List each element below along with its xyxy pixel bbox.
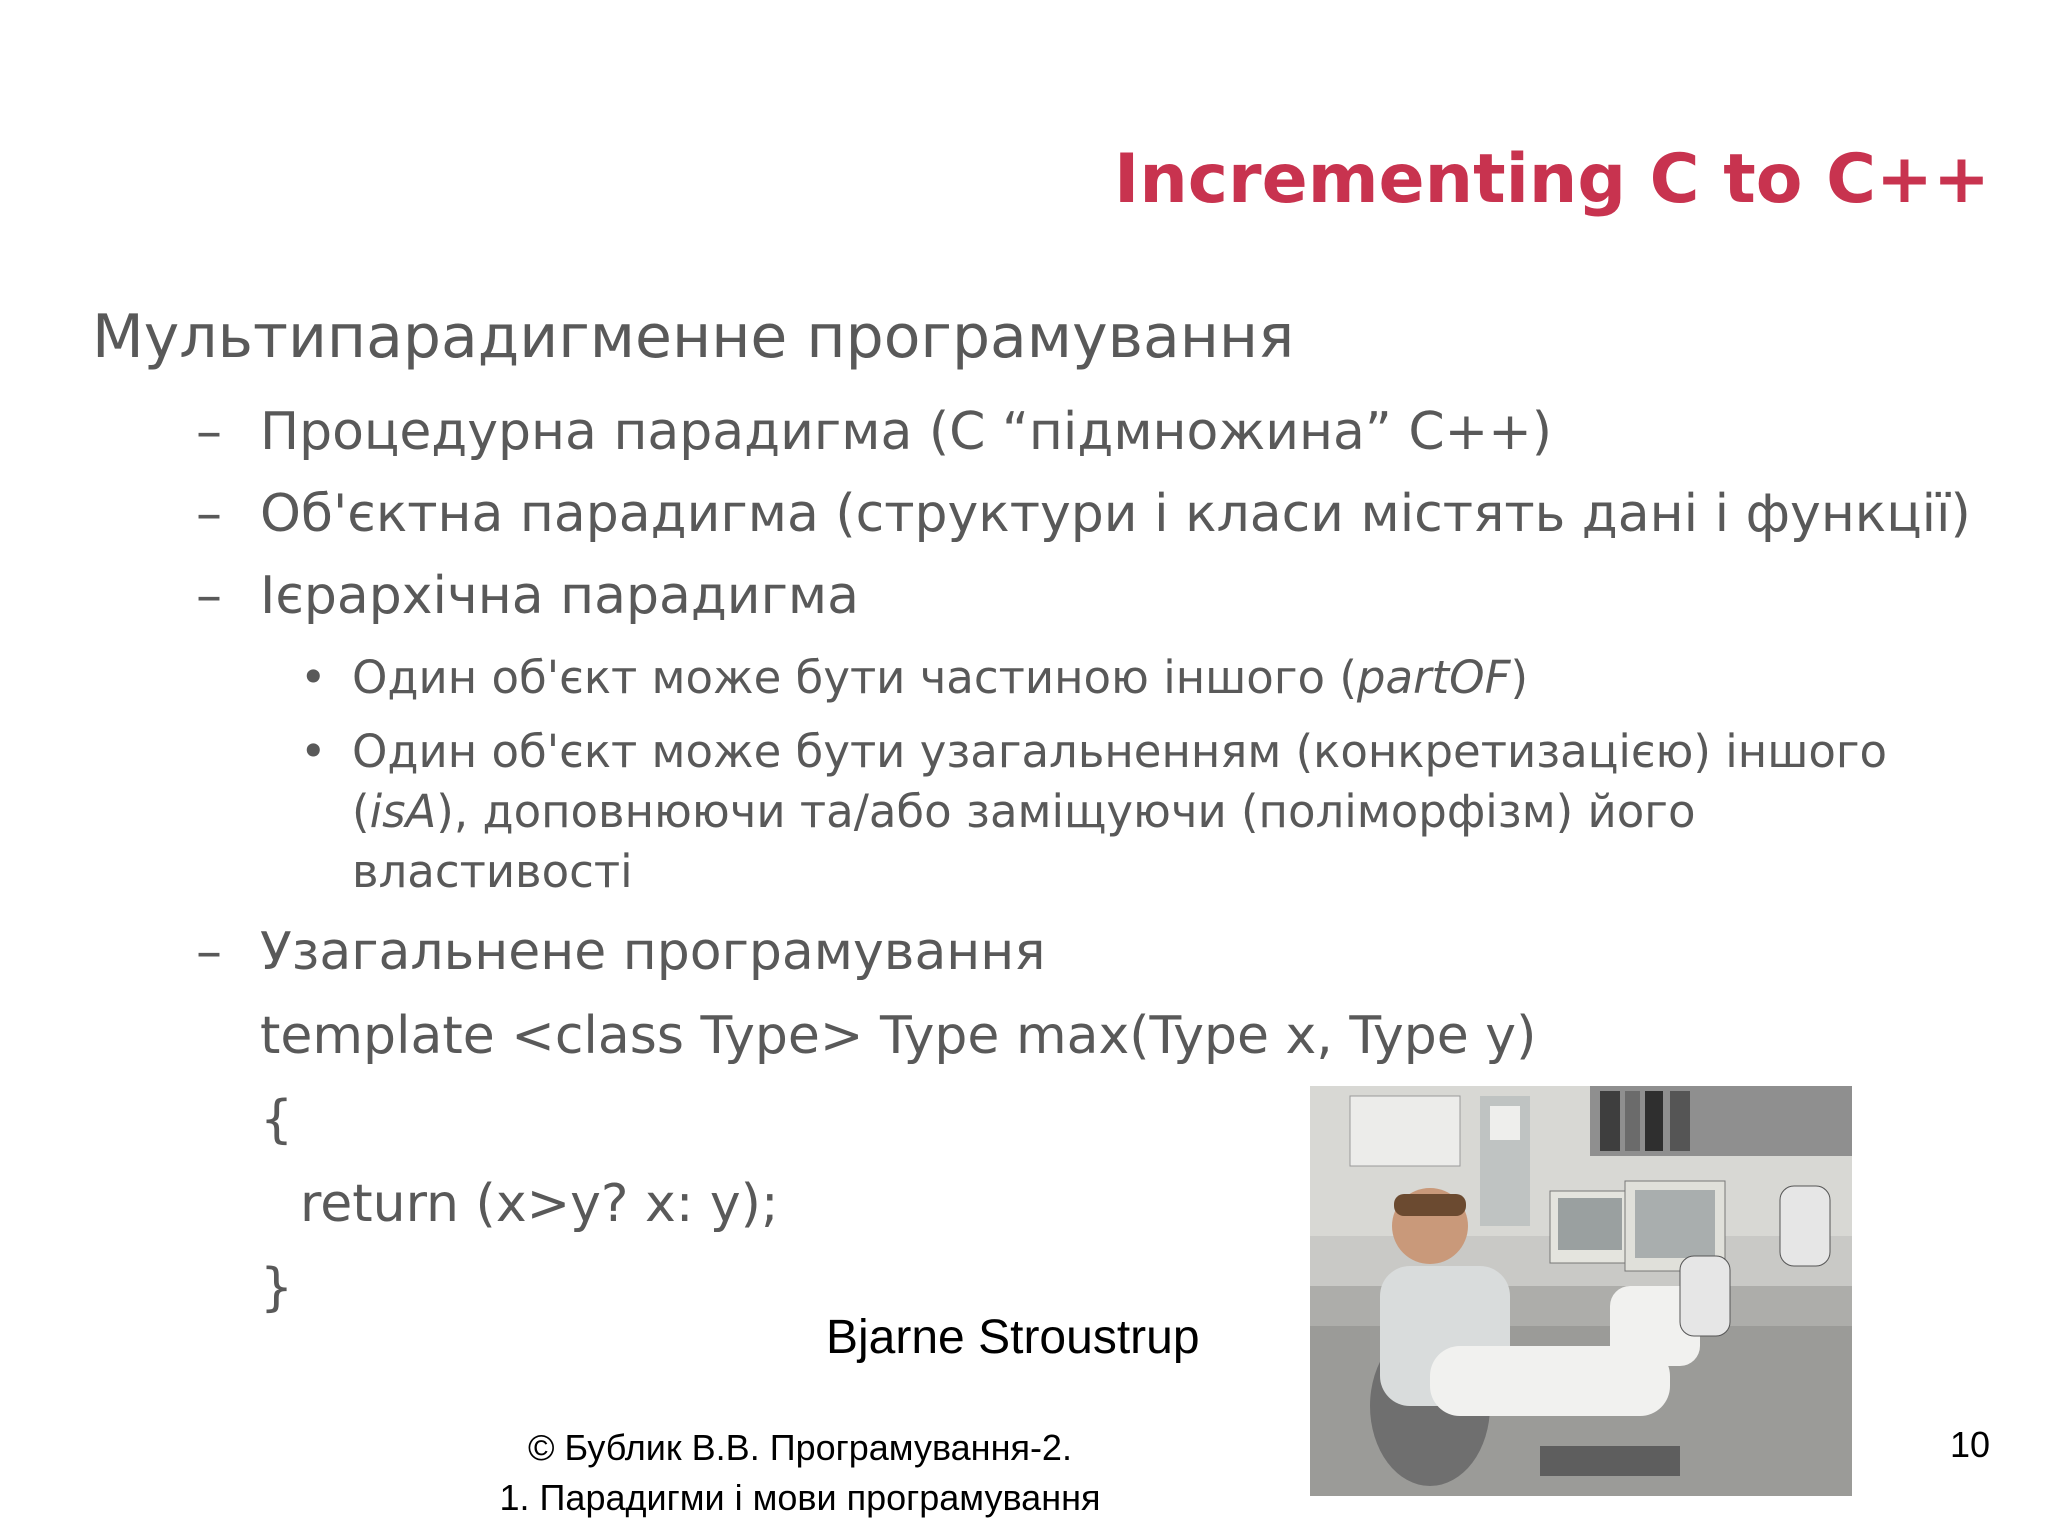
sub-item-after: ) [1510,651,1529,704]
main-heading: Мультипарадигменне програмування [92,302,1295,372]
slide-title: Incrementing C to C++ [1114,140,1990,219]
code-line-close-brace: } [260,1258,294,1318]
list-item-label: Процедурна парадигма (С “підмножина” С++) [260,402,1553,462]
list-item-label: Ієрархічна парадигма [260,566,859,626]
sub-item-before: Один об'єкт може бути узагальненням (конкретизацією) іншого ( [352,725,1888,838]
page-number: 10 [1949,1424,1990,1465]
dash-marker: – [196,402,222,462]
sub-item-before: Один об'єкт може бути частиною іншого ( [352,651,1357,704]
code-line-open-brace: { [260,1090,294,1150]
footer-copyright [300,1423,1300,1523]
sub-item-emphasis: isA [369,785,437,838]
footer-line-1: © Бублик В.В. Програмування-2. [528,1427,1072,1468]
dash-marker: – [196,922,222,982]
photo-caption: Bjarne Stroustrup [826,1311,1200,1364]
sub-item-text [352,722,1912,902]
bullet-marker: • [300,651,327,704]
code-line-return: return (x>y? x: y); [300,1174,779,1234]
sub-item-emphasis: partOF [1356,651,1511,704]
stroustrup-photo [1310,1086,1852,1496]
bullet-marker: • [300,725,327,778]
list-item-label: Узагальнене програмування [260,922,1046,982]
photo-illustration [1310,1086,1852,1496]
dash-marker: – [196,484,222,544]
list-item-label: Об'єктна парадигма (структури і класи містять дані і функції) [260,484,1971,544]
code-line-signature: template <class Type> Type max(Type x, Type y) [260,1006,1537,1066]
footer-line-2: 1. Парадигми і мови програмування [499,1477,1101,1518]
dash-marker: – [196,566,222,626]
sub-item-text [352,648,1912,708]
sub-item-after: ), доповнюючи та/або заміщуючи (поліморфізм) його властивості [352,785,1696,898]
